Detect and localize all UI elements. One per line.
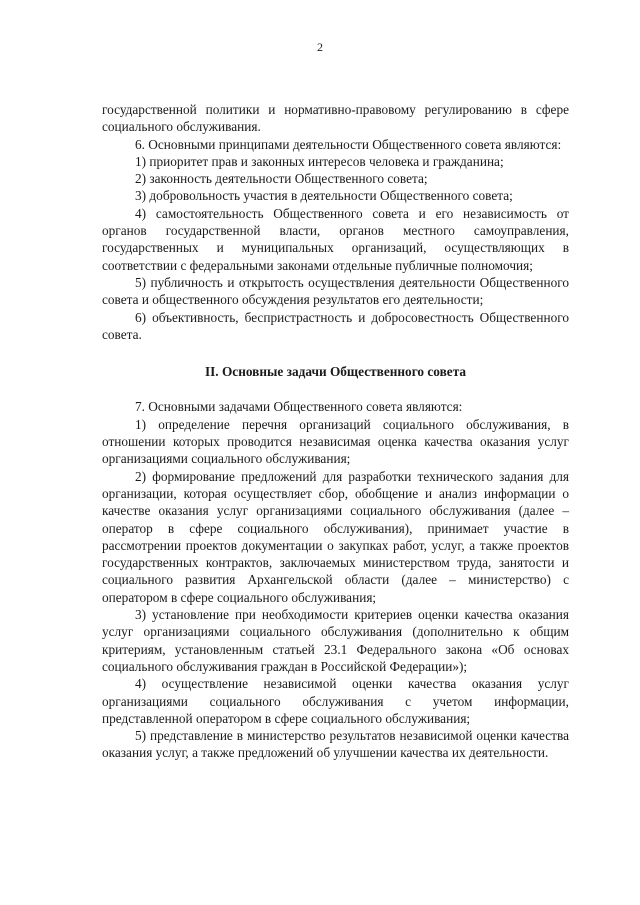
list-item: 2) формирование предложений для разработки технического задания для организации, которая осуществляет сбор, обобщение и анализ информации о качестве оказания услуг организациями социального обслуживания (далее – оператор в сфере социального обслуживания), принимает участие в рассмотрении проектов документации о закупках работ, услуг, а также проектов государственных контрактов, заключаемых министерством труда, занятости и социального развития Архангельской области (далее – министерство) с оператором в сфере социального обслуживания; (102, 468, 569, 605)
section-heading: II. Основные задачи Общественного совета (204, 364, 467, 380)
list-item: 1) приоритет прав и законных интересов человека и гражданина; (135, 153, 504, 169)
paragraph: государственной политики и нормативно-правовому регулированию в сфере социального обслуживания. (102, 102, 569, 135)
list-item: 1) определение перечня организаций социального обслуживания, в отношении которых проводится независимая оценка качества оказания услуг организациями социального обслуживания; (102, 416, 569, 467)
list-item: 4) самостоятельность Общественного совета и его независимость от органов государственной власти, органов местного самоуправления, государственных и муниципальных организаций, осуществляющих в соответствии с федеральными законами отдельные публичные полномочия; (102, 205, 569, 273)
list-item: 5) публичность и открытость осуществления деятельности Общественного совета и общественного обсуждения результатов его деятельности; (102, 274, 569, 308)
list-item: 5) представление в министерство результатов независимой оценки качества оказания услуг, а также предложений об улучшении качества их деятельности. (102, 728, 569, 761)
list-item: 4) осуществление независимой оценки качества оказания услуг организациями социального обслуживания с учетом информации, представленной оператором в сфере социального обслуживания; (102, 676, 569, 726)
list-item: 3) добровольность участия в деятельности Общественного совета; (135, 188, 513, 204)
paragraph: 7. Основными задачами Общественного совета являются: (135, 399, 463, 415)
list-item: 3) установление при необходимости критериев оценки качества оказания услуг организациями социального обслуживания (дополнительно к общим критериям, установленным статьей 23.1 Федерального закона «Об основах социального обслуживания граждан в Российской Федерации»); (102, 607, 569, 674)
paragraph: 6. Основными принципами деятельности Общественного совета являются: (135, 136, 562, 152)
document-body (102, 101, 569, 762)
page-number: 2 (317, 40, 323, 54)
list-item: 6) объективность, беспристрастность и добросовестность Общественного совета. (102, 309, 569, 342)
list-item: 2) законность деятельности Общественного совета; (135, 171, 428, 187)
